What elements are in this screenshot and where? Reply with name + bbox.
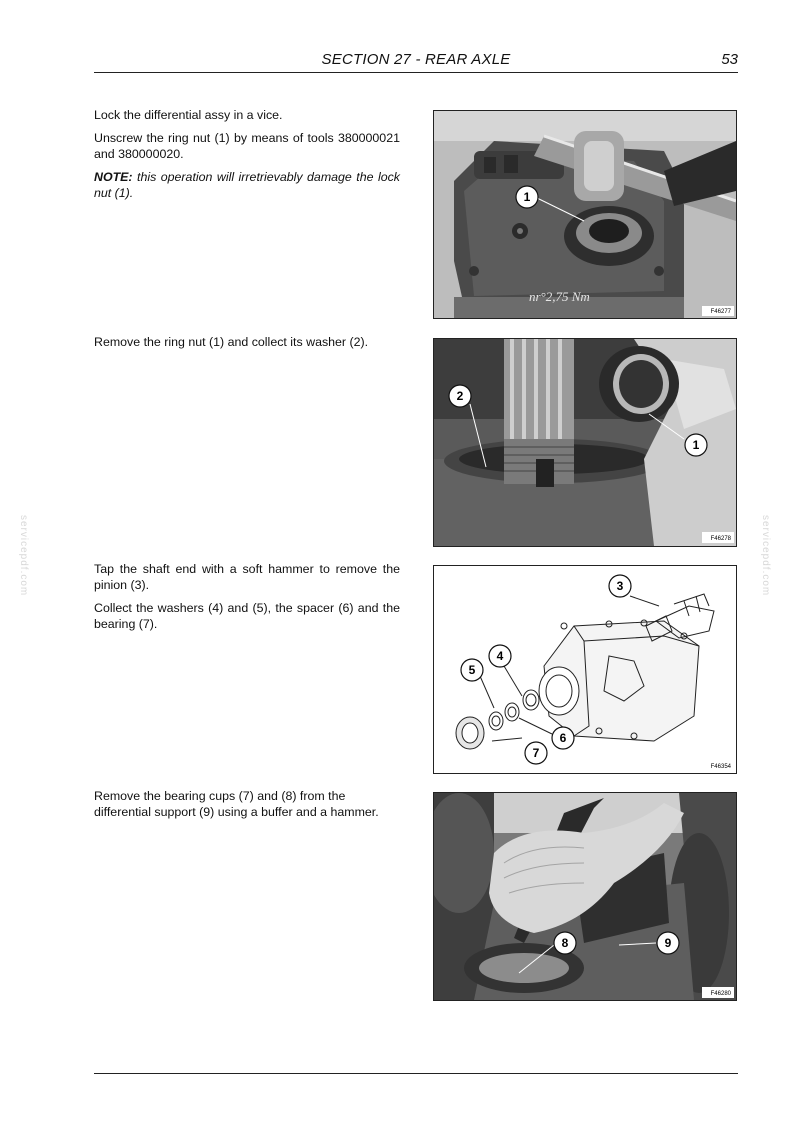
page-number: 53 [721,51,738,68]
note-label: NOTE: [94,170,133,184]
figure-3-drawing [433,565,737,774]
step-3-paragraph: Tap the shaft end with a soft hammer to remove the pinion (3). [94,562,400,592]
callout-1: 1 [692,438,700,452]
step-1-paragraph: Lock the differential assy in a vice. [94,108,283,122]
step-1-paragraph: Unscrew the ring nut (1) by means of tools 380000021 and 380000020. [94,131,400,161]
step-4-text [94,788,400,827]
step-4-paragraph: Remove the bearing cups (7) and (8) from the differential support (9) using a buffer and a hammer. [94,789,379,819]
figure-4-photo [433,792,737,1001]
figure-code: F46278 [710,536,731,542]
watermark-left: servicepdf.com [18,515,29,597]
callout-6: 6 [559,731,567,745]
figure-code: F46280 [710,991,731,997]
callout-2: 2 [456,389,464,403]
figure-code: F46354 [710,764,731,770]
note-text: this operation will irretrievably damage the lock nut (1). [94,170,400,200]
step-1-text [94,107,400,208]
step-2-paragraph: Remove the ring nut (1) and collect its washer (2). [94,335,369,349]
callout-8: 8 [561,936,569,950]
callout-4: 4 [496,649,504,663]
figure-code: F46277 [710,309,731,315]
step-3-text [94,561,400,639]
callout-1: 1 [523,190,531,204]
step-2-text [94,334,400,357]
footer-rule [94,1073,738,1074]
step-3-paragraph: Collect the washers (4) and (5), the spacer (6) and the bearing (7). [94,601,400,631]
handwriting-mark: nr°2,75 Nm [529,289,590,304]
section-title: SECTION 27 - REAR AXLE [321,51,511,68]
callout-9: 9 [664,936,672,950]
callout-5: 5 [468,663,476,677]
callout-3: 3 [616,579,624,593]
page-header [94,50,738,73]
watermark-right: servicepdf.com [760,515,771,597]
step-1-note [94,169,400,201]
callout-7: 7 [532,746,540,760]
figure-1-photo [433,110,737,319]
figure-2-photo [433,338,737,547]
